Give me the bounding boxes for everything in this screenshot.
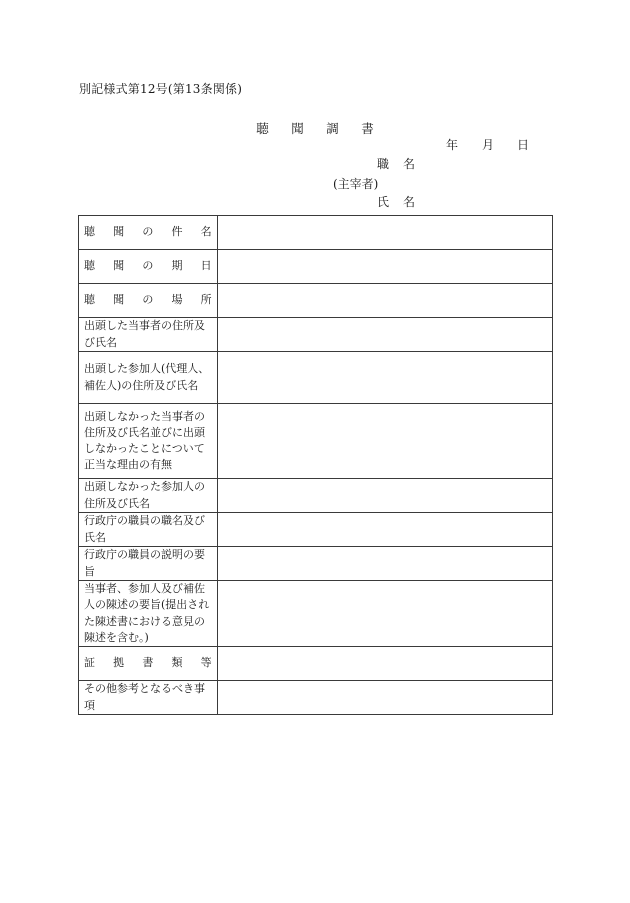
attending-party-field[interactable] — [217, 318, 552, 352]
table-row — [79, 318, 553, 352]
presider-label: (主宰者) — [333, 177, 379, 191]
title-char: 聞 — [291, 121, 304, 136]
title-char: 聴 — [256, 121, 269, 136]
date-month: 月 — [482, 138, 495, 152]
table-row — [79, 352, 553, 404]
table-row — [79, 581, 553, 647]
row-label-case-name: 聴 聞 の 件 名 — [79, 216, 218, 250]
row-label-statements: 当事者、参加人及び補佐人の陳述の要旨(提出された陳述書における意見の陳述を含む。) — [79, 581, 218, 647]
absent-party-field[interactable] — [217, 404, 552, 479]
table-row — [79, 404, 553, 479]
table-row — [79, 216, 553, 250]
row-label-date: 聴 聞 の 期 日 — [79, 250, 218, 284]
evidence-field[interactable] — [217, 647, 552, 681]
row-label-absent-participant: 出頭しなかった参加人の住所及び氏名 — [79, 479, 218, 513]
table-row — [79, 513, 553, 547]
row-label-staff-name: 行政庁の職員の職名及び氏名 — [79, 513, 218, 547]
date-day: 日 — [517, 138, 530, 152]
table-row — [79, 647, 553, 681]
statements-field[interactable] — [217, 581, 552, 647]
row-label-absent-party: 出頭しなかった当事者の住所及び氏名並びに出頭しなかったことについて正当な理由の有無 — [79, 404, 218, 479]
row-label-staff-explanation: 行政庁の職員の説明の要旨 — [79, 547, 218, 581]
attending-participant-field[interactable] — [217, 352, 552, 404]
hearing-record-table — [78, 215, 553, 715]
table-row — [79, 284, 553, 318]
staff-explanation-field[interactable] — [217, 547, 552, 581]
absent-participant-field[interactable] — [217, 479, 552, 513]
name-label: 氏 名 — [377, 195, 416, 209]
title-char: 書 — [361, 121, 374, 136]
date-year: 年 — [446, 138, 459, 152]
official-title-label: 職 名 — [377, 157, 416, 171]
document-title — [0, 119, 630, 137]
table-row — [79, 681, 553, 715]
other-matters-field[interactable] — [217, 681, 552, 715]
row-label-evidence: 証 拠 書 類 等 — [79, 647, 218, 681]
staff-name-field[interactable] — [217, 513, 552, 547]
table-row — [79, 250, 553, 284]
row-label-attending-participant: 出頭した参加人(代理人、補佐人)の住所及び氏名 — [79, 352, 218, 404]
row-label-attending-party: 出頭した当事者の住所及び氏名 — [79, 318, 218, 352]
row-label-place: 聴 聞 の 場 所 — [79, 284, 218, 318]
table-row — [79, 479, 553, 513]
row-label-other-matters: その他参考となるべき事項 — [79, 681, 218, 715]
hearing-date-field[interactable] — [217, 250, 552, 284]
title-char: 調 — [326, 121, 339, 136]
case-name-field[interactable] — [217, 216, 552, 250]
form-number: 別記様式第12号(第13条関係) — [79, 82, 243, 96]
hearing-place-field[interactable] — [217, 284, 552, 318]
table-row — [79, 547, 553, 581]
